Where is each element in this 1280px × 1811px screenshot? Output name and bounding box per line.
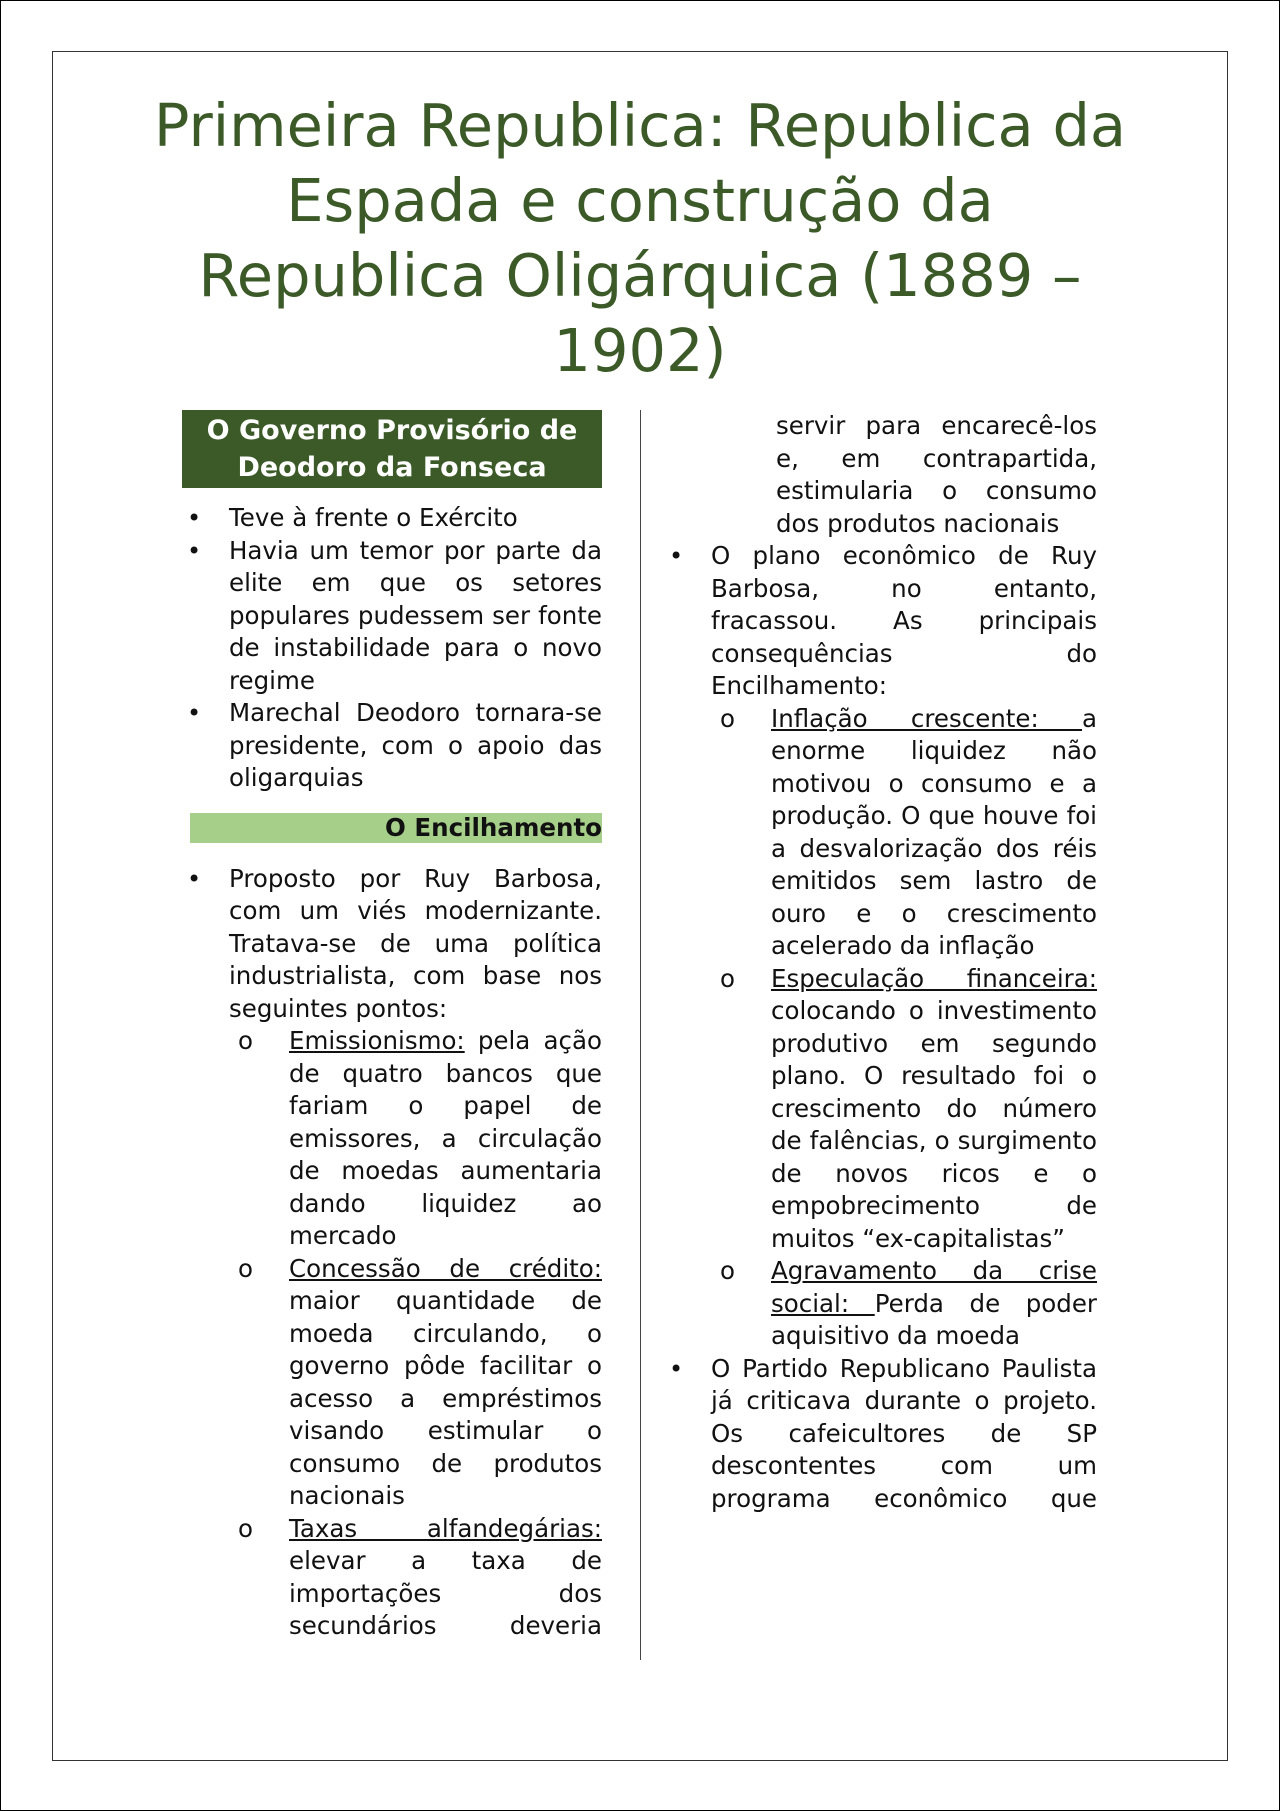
consequence-label: Inflação crescente:	[771, 703, 1082, 733]
encilhamento-list	[182, 863, 602, 1643]
page-title: Primeira Republica: Republica da Espada e construção da Republica Oligárquica (1889 – 1902)	[153, 91, 1127, 385]
continuation-text: servir para encarecê-los e, em contrapartida, estimularia o consumo dos produtos nacionais	[776, 411, 1097, 538]
point-text: elevar a taxa de importações dos secundários deveria	[289, 1546, 602, 1640]
left-column	[182, 410, 602, 1643]
point-label: Concessão de crédito:	[289, 1253, 602, 1283]
consequences-list	[711, 703, 1097, 1353]
right-column	[672, 410, 1097, 1515]
list-item	[229, 1513, 602, 1643]
point-label: Taxas alfandegárias:	[289, 1513, 602, 1543]
list-item	[229, 1253, 602, 1513]
consequence-text: a enorme liquidez não motivou o consumo e a produção. O que houve foi a desvalorização dos réis emitidos sem lastro de ouro e o crescimento acelerado da inflação	[771, 703, 1097, 960]
point-text: maior quantidade de moeda circulando, o governo pôde facilitar o acesso a empréstimos visando estimular o consumo de produtos nacionais	[289, 1286, 602, 1510]
failure-intro: O plano econômico de Ruy Barbosa, no entanto, fracassou. As principais consequências do Encilhamento:	[711, 541, 1097, 700]
consequence-text: colocando o investimento produtivo em segundo plano. O resultado foi o crescimento do número de falências, o surgimento de novos ricos e o empobrecimento de muitos “ex-capitalistas”	[771, 996, 1097, 1253]
list-item: • O Partido Republicano Paulista já criticava durante o projeto. Os cafeicultores de SP descontentes com um programa econômico que	[664, 1353, 1097, 1516]
column-divider	[640, 410, 641, 1660]
point-text: pela ação de quatro bancos que fariam o papel de emissores, a circulação de moedas aumentaria dando liquidez ao mercado	[289, 1026, 602, 1250]
list-item: • Havia um temor por parte da elite em que os setores populares pudessem ser fonte de instabilidade para o novo regime	[182, 535, 602, 698]
list-item: • Marechal Deodoro tornara-se presidente, com o apoio das oligarquias	[182, 697, 602, 795]
list-item	[711, 963, 1097, 1256]
list-item	[711, 1255, 1097, 1353]
section-heading-governo-provisorio: O Governo Provisório de Deodoro da Fonseca	[182, 410, 602, 488]
point-label: Emissionismo:	[289, 1026, 465, 1055]
encilhamento-list-continued	[672, 540, 1097, 1515]
list-item	[182, 863, 602, 1643]
consequence-text: Perda de poder aquisitivo da moeda	[771, 1288, 1097, 1350]
consequence-label: Especulação financeira:	[771, 963, 1097, 993]
governo-provisorio-list	[182, 502, 602, 795]
list-item	[711, 703, 1097, 963]
consequence-label: Agravamento da crise social:	[771, 1256, 1097, 1318]
list-item: • Teve à frente o Exército	[182, 502, 602, 535]
encilhamento-intro: Proposto por Ruy Barbosa, com um viés modernizante. Tratava-se de uma política industrialista, com base nos seguintes pontos:	[229, 863, 602, 1023]
section-heading-encilhamento: O Encilhamento	[190, 813, 602, 843]
encilhamento-points	[229, 1025, 602, 1643]
list-item	[229, 1025, 602, 1253]
list-item	[664, 540, 1097, 1353]
